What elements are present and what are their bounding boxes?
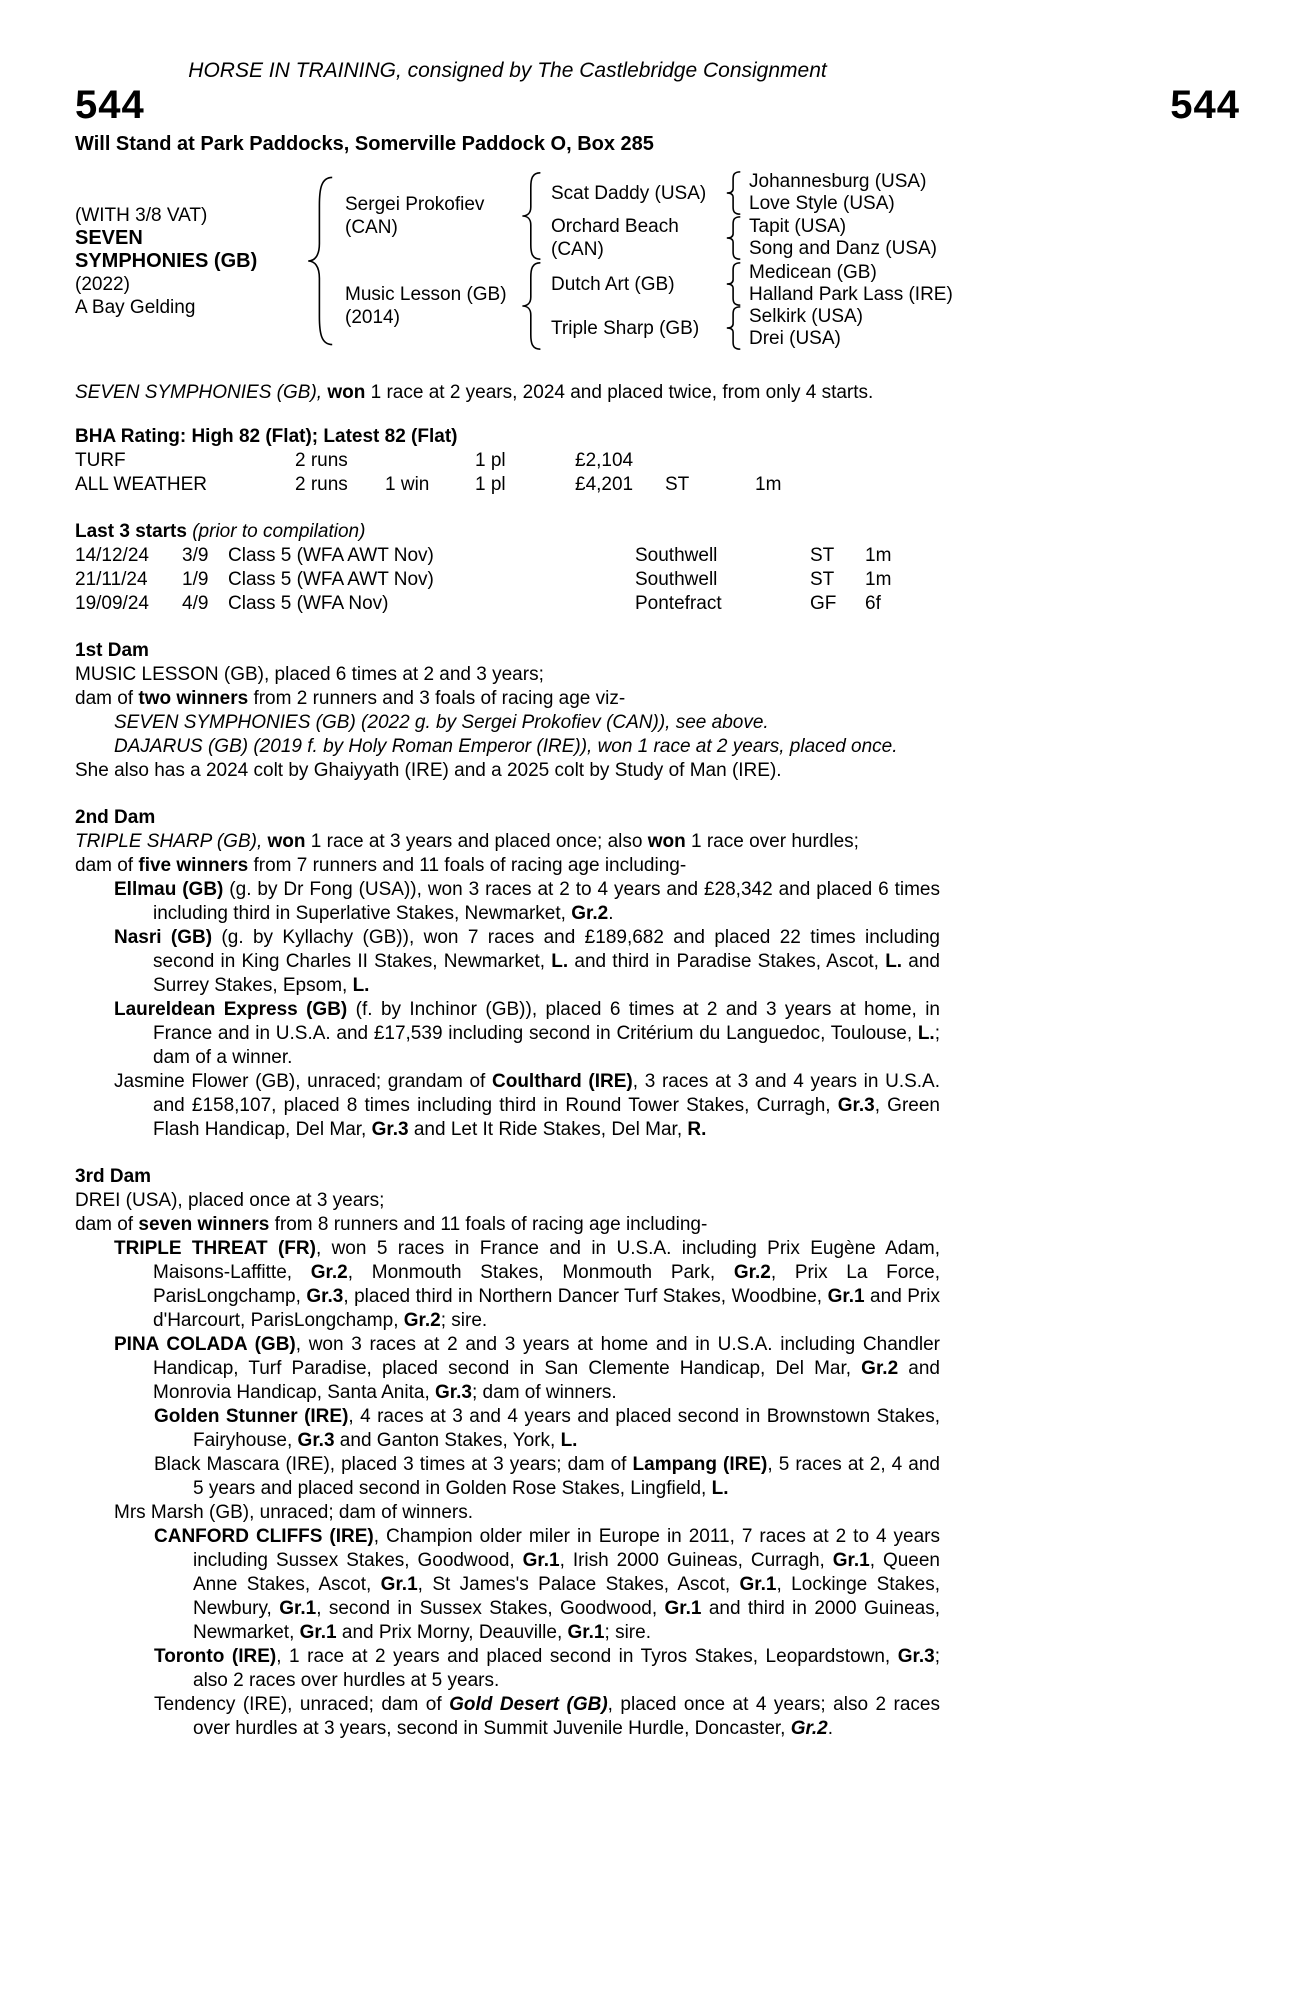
last-starts-heading: Last 3 starts (prior to compilation) xyxy=(75,521,366,542)
rating-cell: 2 runs xyxy=(295,450,348,471)
great-granddam-name: Song and Danz (USA) xyxy=(749,238,937,259)
great-granddam-name: Halland Park Lass (IRE) xyxy=(749,284,953,305)
vat-note: (WITH 3/8 VAT) xyxy=(75,204,208,226)
first-dam-section xyxy=(75,639,940,783)
rating-cell: £2,104 xyxy=(575,450,634,471)
granddam-brace xyxy=(725,306,743,350)
granddam-branch xyxy=(551,306,974,350)
rating-cell: 2 runs xyxy=(295,474,348,495)
produce-entry: Laureldean Express (GB) (f. by Inchinor (GB)), placed 6 times at 2 and 3 years at home, in France and in U.S.A. and £17,539 including second in Critérium du Languedoc, Toulouse, L.; dam of a winner. xyxy=(114,999,940,1068)
rating-cell xyxy=(755,449,940,473)
last-starts-section xyxy=(75,520,940,616)
produce-entry: Mrs Marsh (GB), unraced; dam of winners. xyxy=(114,1502,473,1523)
rating-cell: £4,201 xyxy=(575,474,634,495)
great-grandsire-name: Medicean (GB) xyxy=(749,262,877,283)
grandsire-branch xyxy=(551,262,974,306)
lot-number-left: 544 xyxy=(75,83,145,127)
grandsire-name: Dutch Art (GB) xyxy=(551,273,675,295)
third-dam-section xyxy=(75,1165,940,1741)
granddam-name: Orchard Beach (CAN) xyxy=(551,216,679,260)
horse-colour-sex: A Bay Gelding xyxy=(75,296,196,318)
start-course: Pontefract xyxy=(635,593,722,614)
rating-cell xyxy=(665,449,755,473)
rating-cell: 1 pl xyxy=(475,450,506,471)
pedigree-table xyxy=(75,171,1240,351)
great-grandsire-name: Selkirk (USA) xyxy=(749,306,864,327)
start-position: 3/9 xyxy=(182,545,209,566)
third-dam-record: DREI (USA), placed once at 3 years; xyxy=(75,1190,385,1211)
rating-table xyxy=(75,449,940,497)
produce-entry: Jasmine Flower (GB), unraced; grandam of Coulthard (IRE), 3 races at 3 and 4 years in U.S.A. and £158,107, placed 8 times including third in Round Tower Stakes, Curragh, Gr.3, Green Flash Handicap, Del Mar, Gr.3 and Let It Ride Stakes, Del Mar, R. xyxy=(114,1071,940,1140)
third-dam-produce-intro: dam of seven winners from 8 runners and 11 foals of racing age including- xyxy=(75,1214,708,1235)
second-dam-produce-intro: dam of five winners from 7 runners and 11 foals of racing age including- xyxy=(75,855,687,876)
great-grandsire-name: Tapit (USA) xyxy=(749,216,847,237)
horse-name: SEVEN SYMPHONIES (GB) xyxy=(75,226,258,272)
first-dam-heading: 1st Dam xyxy=(75,640,149,661)
produce-entry: Nasri (GB) (g. by Kyllachy (GB)), won 7 races and £189,682 and placed 22 times including second in King Charles II Stakes, Newmarket, L. and third in Paradise Stakes, Ascot, L. and Surrey Stakes, Epsom, L. xyxy=(114,927,940,996)
last-starts-table xyxy=(75,544,940,616)
grandsire-brace xyxy=(725,171,743,215)
start-going: ST xyxy=(810,545,835,566)
granddam-brace xyxy=(725,216,743,260)
start-date: 14/12/24 xyxy=(75,545,149,566)
page-header: HORSE IN TRAINING, consigned by The Castlebridge Consignment xyxy=(188,59,827,82)
start-course: Southwell xyxy=(635,569,718,590)
second-dam-record: TRIPLE SHARP (GB), won 1 race at 3 years and placed once; also won 1 race over hurdles; xyxy=(75,831,859,852)
stand-location-line: Will Stand at Park Paddocks, Somerville Paddock O, Box 285 xyxy=(75,133,654,155)
start-distance: 1m xyxy=(865,569,892,590)
great-granddam-name: Love Style (USA) xyxy=(749,193,895,214)
sire-brace xyxy=(520,171,544,261)
start-race: Class 5 (WFA AWT Nov) xyxy=(228,545,434,566)
rating-cell: ST xyxy=(665,474,690,495)
first-dam-record: MUSIC LESSON (GB), placed 6 times at 2 and 3 years; xyxy=(75,664,544,685)
second-dam-heading: 2nd Dam xyxy=(75,807,156,828)
rating-cell: ALL WEATHER xyxy=(75,474,207,495)
grandsire-brace xyxy=(725,262,743,306)
race-record-section xyxy=(75,381,940,405)
bha-rating-heading: BHA Rating: High 82 (Flat); Latest 82 (Flat) xyxy=(75,426,458,447)
lot-number-row xyxy=(75,84,1240,126)
pedigree-tree xyxy=(345,171,974,351)
grandsire-branch xyxy=(551,171,974,215)
third-dam-heading: 3rd Dam xyxy=(75,1166,152,1187)
second-dam-section xyxy=(75,806,940,1142)
first-dam-produce-intro: dam of two winners from 2 runners and 3 foals of racing age viz- xyxy=(75,688,626,709)
rating-cell: 1m xyxy=(755,474,782,495)
horse-year-foaled: (2022) xyxy=(75,273,130,295)
start-course: Southwell xyxy=(635,545,718,566)
dam-brace xyxy=(520,261,544,351)
start-race: Class 5 (WFA Nov) xyxy=(228,593,389,614)
produce-entry: PINA COLADA (GB), won 3 races at 2 and 3 years at home and in U.S.A. including Chandler Handicap, Turf Paradise, placed second in San Clemente Handicap, Del Mar, Gr.2 and Monrovia Handicap, Santa Anita, Gr.3; dam of winners. xyxy=(114,1334,941,1403)
great-grandsire-name: Johannesburg (USA) xyxy=(749,171,927,192)
produce-entry: Black Mascara (IRE), placed 3 times at 3 years; dam of Lampang (IRE), 5 races at 2, 4 and 5 years and placed second in Golden Rose Stakes, Lingfield, L. xyxy=(154,1454,940,1499)
granddam-branch xyxy=(551,215,974,261)
dam-branch xyxy=(345,261,974,351)
start-position: 4/9 xyxy=(182,593,209,614)
sire-branch xyxy=(345,171,974,261)
lot-number-right: 544 xyxy=(1170,83,1240,127)
produce-entry: CANFORD CLIFFS (IRE), Champion older miler in Europe in 2011, 7 races at 2 to 4 years including Sussex Stakes, Goodwood, Gr.1, Irish 2000 Guineas, Curragh, Gr.1, Queen Anne Stakes, Ascot, Gr.1, St James's Palace Stakes, Ascot, Gr.1, Lockinge Stakes, Newbury, Gr.1, second in Sussex Stakes, Goodwood, Gr.1 and third in 2000 Guineas, Newmarket, Gr.1 and Prix Morny, Deauville, Gr.1; sire. xyxy=(154,1526,940,1643)
produce-entry: Tendency (IRE), unraced; dam of Gold Desert (GB), placed once at 4 years; also 2 races over hurdles at 3 years, second in Summit Juvenile Hurdle, Doncaster, Gr.2. xyxy=(154,1694,940,1739)
pedigree-main-brace xyxy=(305,174,337,348)
start-date: 19/09/24 xyxy=(75,593,149,614)
race-record-summary: SEVEN SYMPHONIES (GB), won 1 race at 2 years, 2024 and placed twice, from only 4 starts. xyxy=(75,382,874,403)
start-position: 1/9 xyxy=(182,569,209,590)
rating-cell: TURF xyxy=(75,450,126,471)
horse-info-block xyxy=(75,204,297,319)
start-distance: 6f xyxy=(865,593,881,614)
grandsire-name: Scat Daddy (USA) xyxy=(551,182,707,204)
great-granddam-name: Drei (USA) xyxy=(749,328,841,349)
start-distance: 1m xyxy=(865,545,892,566)
start-going: ST xyxy=(810,569,835,590)
rating-cell: 1 pl xyxy=(475,474,506,495)
dam-name: Music Lesson (GB) (2014) xyxy=(345,284,507,328)
produce-entry: TRIPLE THREAT (FR), won 5 races in France and in U.S.A. including Prix Eugène Adam, Maisons-Laffitte, Gr.2, Monmouth Stakes, Monmouth Park, Gr.2, Prix La Force, ParisLongchamp, Gr.3, placed third in Northern Dancer Turf Stakes, Woodbine, Gr.1 and Prix d'Harcourt, ParisLongchamp, Gr.2; sire. xyxy=(114,1238,941,1331)
produce-entry: SEVEN SYMPHONIES (GB) (2022 g. by Sergei Prokofiev (CAN)), see above. xyxy=(114,712,769,733)
rating-cell: 1 win xyxy=(385,474,430,495)
start-going: GF xyxy=(810,593,837,614)
produce-entry: Toronto (IRE), 1 race at 2 years and placed second in Tyros Stakes, Leopardstown, Gr.3; also 2 races over hurdles at 5 years. xyxy=(154,1646,940,1691)
start-date: 21/11/24 xyxy=(75,569,148,590)
first-dam-note: She also has a 2024 colt by Ghaiyyath (IRE) and a 2025 colt by Study of Man (IRE). xyxy=(75,760,782,781)
produce-entry: Golden Stunner (IRE), 4 races at 3 and 4 years and placed second in Brownstown Stakes, Fairyhouse, Gr.3 and Ganton Stakes, York, L. xyxy=(154,1406,940,1451)
produce-entry: DAJARUS (GB) (2019 f. by Holy Roman Emperor (IRE)), won 1 race at 2 years, placed once. xyxy=(114,736,898,757)
sire-name: Sergei Prokofiev (CAN) xyxy=(345,194,485,238)
granddam-name: Triple Sharp (GB) xyxy=(551,317,700,339)
bha-rating-section xyxy=(75,425,940,497)
start-race: Class 5 (WFA AWT Nov) xyxy=(228,569,434,590)
rating-cell xyxy=(385,449,475,473)
produce-entry: Ellmau (GB) (g. by Dr Fong (USA)), won 3 races at 2 to 4 years and £28,342 and placed 6 times including third in Superlative Stakes, Newmarket, Gr.2. xyxy=(114,879,940,924)
